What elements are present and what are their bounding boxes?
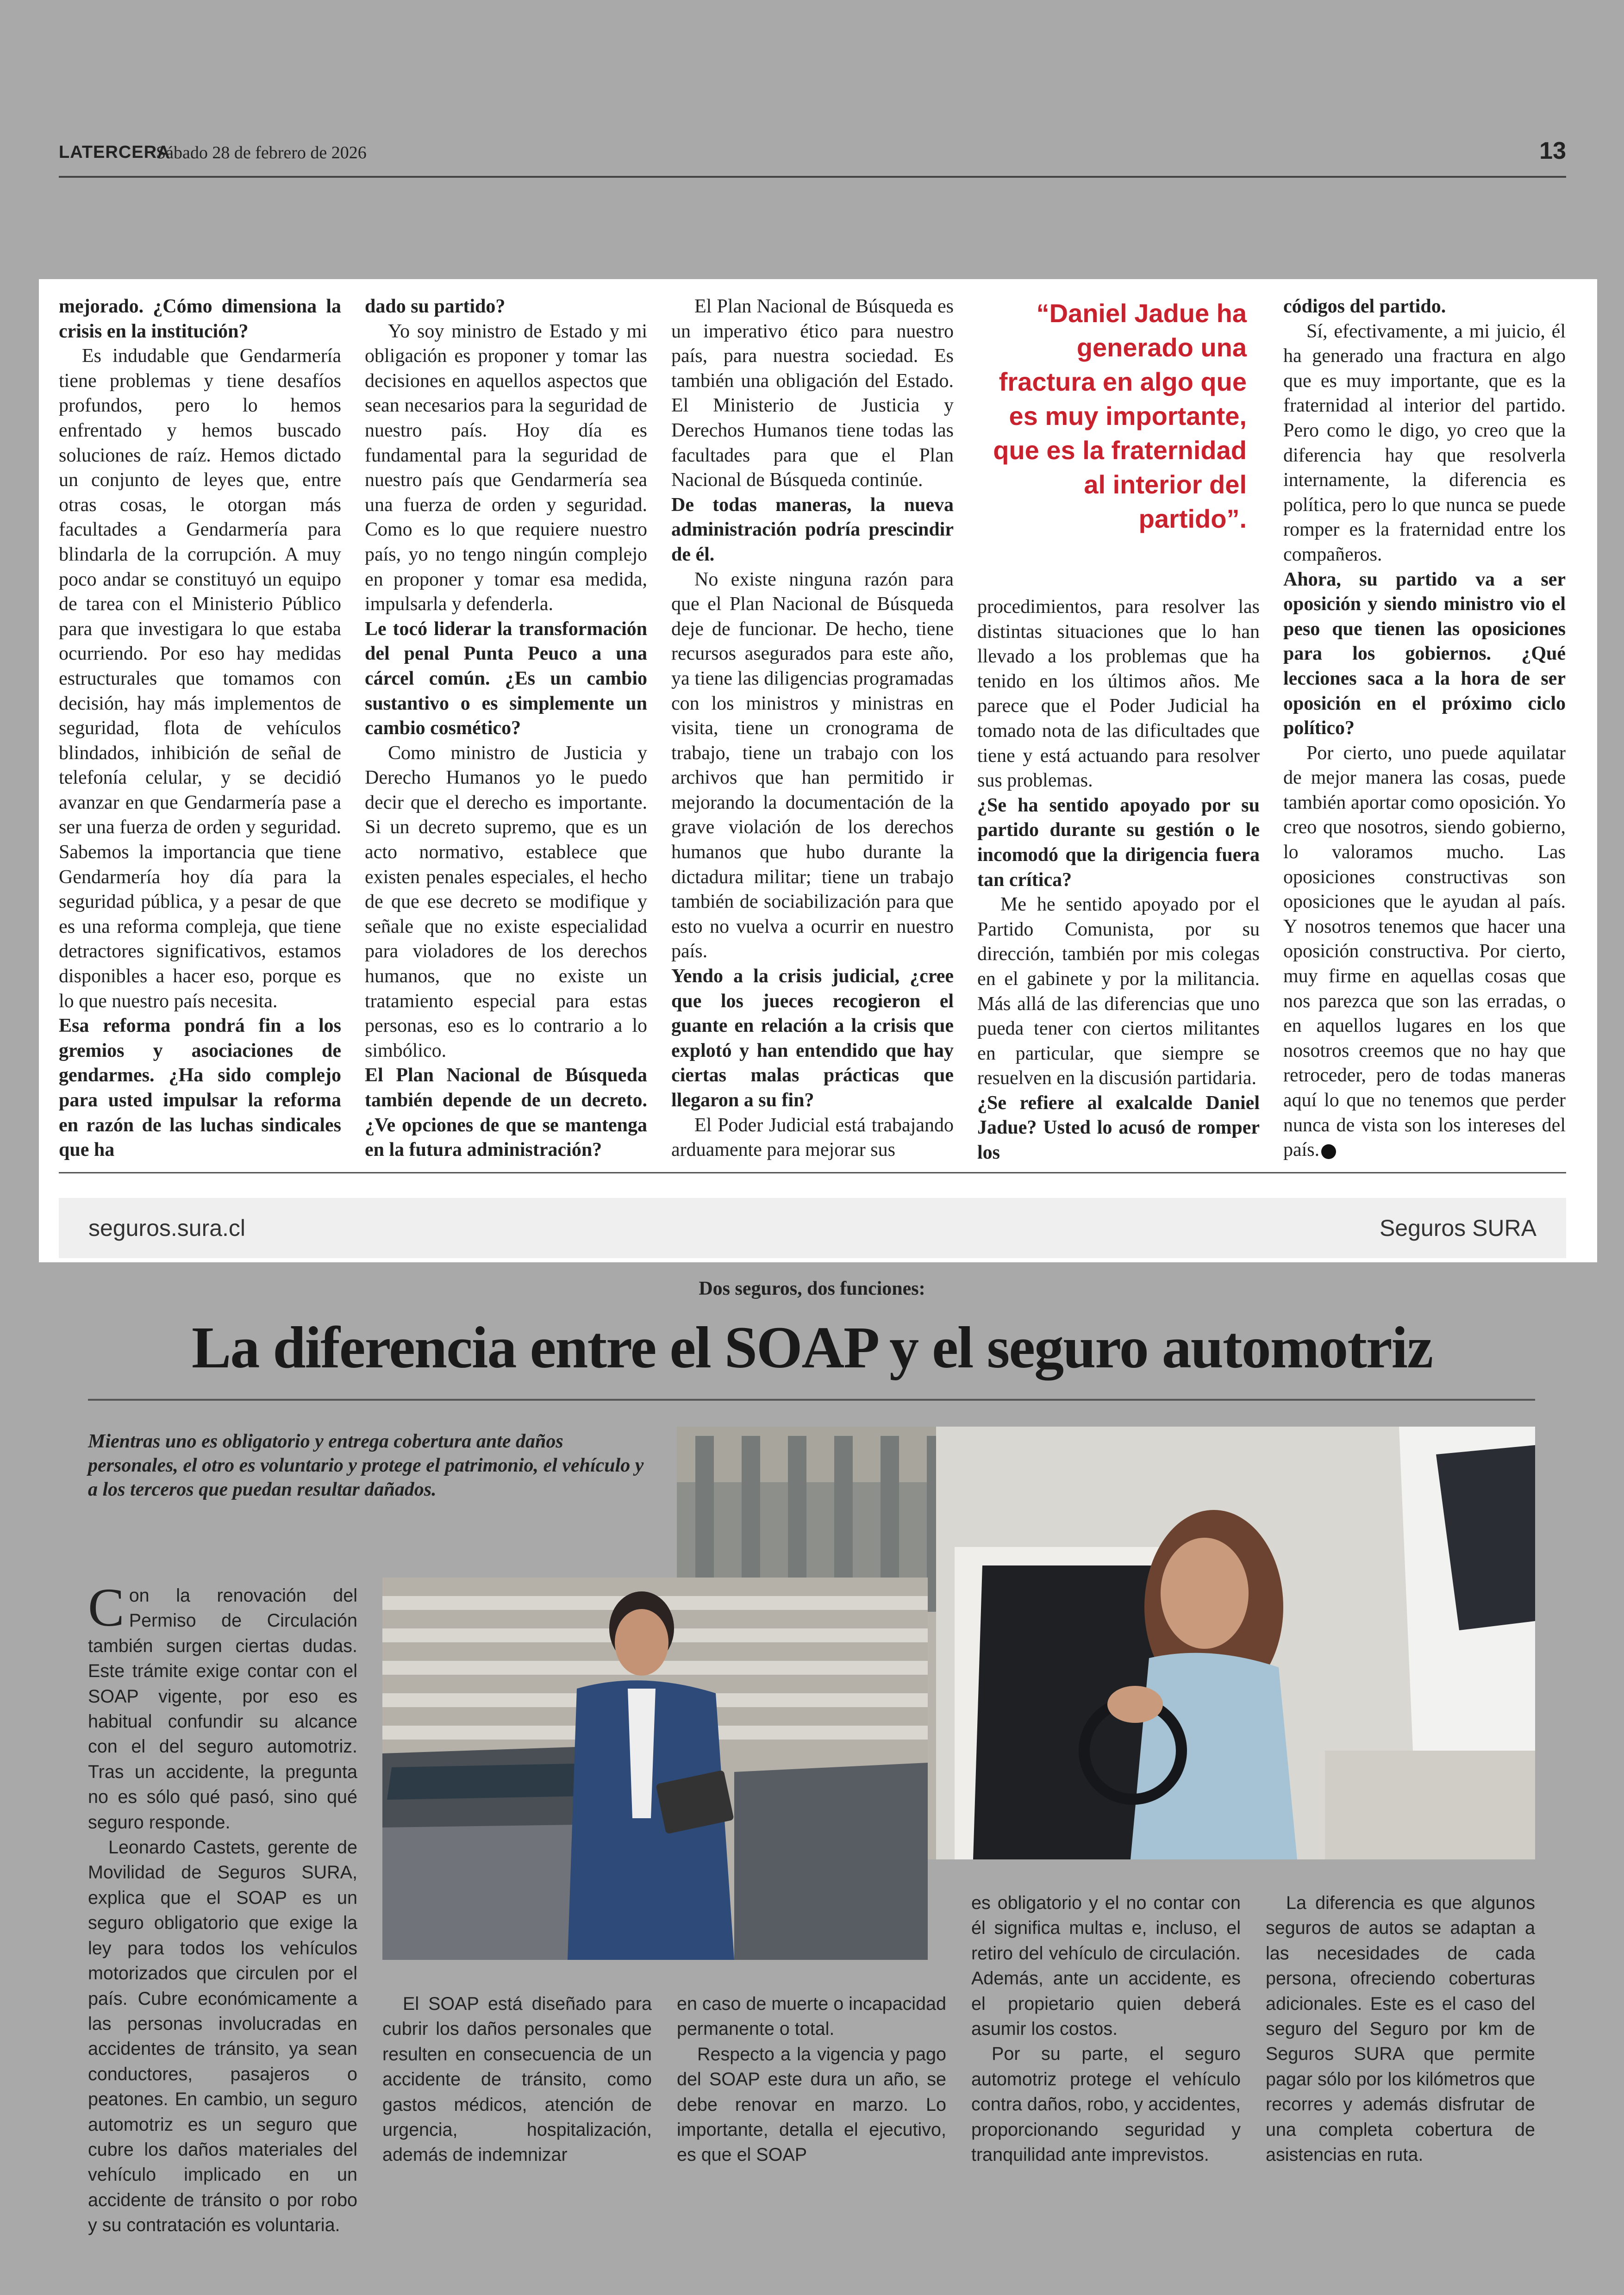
answer: procedimientos, para resolver las distintas situaciones que lo han llevado a los problemas que ha tenido en los últimos años. Me parece que el Poder Judicial ha tomado nota de las dificultades que tiene y está actuando para resolver sus problemas. [977,596,1260,792]
question: Ahora, su partido va a ser oposición y siendo ministro vio el peso que tienen las oposiciones para los gobiernos. ¿Qué lecciones saca a la hora de ser oposición en el próximo ciclo político? [1283,568,1566,739]
question: ¿Se refiere al exalcalde Daniel Jadue? Usted lo acusó de romper los [977,1092,1260,1164]
question: De todas maneras, la nueva administración podría prescindir de él. [671,494,954,565]
question: Yendo a la crisis judicial, ¿cree que los jueces recogieron el guante en relación a la crisis que explotó y han entendido que hay ciertas malas prácticas que llegaron a su fin? [671,966,954,1111]
page-header [59,133,1566,178]
answer-text: Por cierto, uno puede aquilatar de mejor manera las cosas, puede también aportar como oposición. Yo creo que nosotros, siendo gobierno, lo valoramos mucho. Las oposiciones constructivas son oposiciones que le ayudan al país. Y nosotros tenemos que hacer una oposición constructiva. Por cierto, muy firme en aquellas cosas que nos parezca que son las erradas, o en aquellos lugares en los que nosotros creemos que no hay que retroceder, pero de todas maneras aquí lo que no tenemos que perder nunca de vista son los intereses del país. [1283,742,1566,1161]
answer: Yo soy ministro de Estado y mi obligación es proponer y tomar las decisiones en aquellos aspectos que sean necesarios para la seguridad de nuestro país. Hoy día es fundamental para la seguridad de nuestro país que Gendarmería sea una fuerza de orden y seguridad. Como es lo que requiere nuestro país, yo no tengo ningún complejo en proponer y tomar esa medida, impulsarla y defenderla. [365,320,647,615]
drop-cap: C [88,1577,125,1638]
interview-column-4 [977,595,1260,1166]
answer: Es indudable que Gendarmería tiene problemas y tiene desafíos profundos, pero lo hemos enfrentado y hemos buscado soluciones de raíz. Hemos dictado un conjunto de leyes que, entre otras cosas, le otorgan más facultades a Gendarmería para blindarla de la corrupción. A muy poco andar se constituyó un equipo de tarea con el Ministerio Público para que investigara lo que estaba ocurriendo. Por eso hay medidas estructurales que tomamos con decisión, hay más implementos de seguridad, flota de vehículos blindados, inhibición de señal de telefonía celular, y se decidió avanzar en que Gendarmería pase a ser una fuerza de orden y seguridad. Sabemos la importancia que tiene Gendarmería hoy día para la seguridad pública, y a pesar de que es una reforma compleja, que tiene detractores significativos, estamos disponibles a hacer eso, porque es lo que nuestro país necesita. [59,345,341,1012]
article-column-3 [677,1991,946,2168]
advertiser-url[interactable]: seguros.sura.cl [88,1215,246,1241]
paragraph: en caso de muerte o incapacidad permanente o total. [677,1994,946,2039]
interview-column-3 [671,294,954,1163]
question: dado su partido? [365,296,506,317]
advertiser-brand: Seguros SURA [1379,1215,1537,1241]
end-of-article-icon [1321,1144,1336,1159]
answer: Como ministro de Justicia y Derecho Humanos yo le puedo decir que el derecho es importante. Si un decreto supremo, que es un acto normativo, establece que existen penales especiales, el hecho de que ese decreto se modifique y señale que no existe especialidad para violadores de los derechos humanos, que no existe un tratamiento especial para estas personas, eso es lo contrario a lo simbólico. [365,742,647,1061]
interview-column-2 [365,294,647,1163]
question: El Plan Nacional de Búsqueda también depende de un decreto. ¿Ve opciones de que se mantenga en la futura administración? [365,1065,647,1161]
answer: Sí, efectivamente, a mi juicio, él ha generado una fractura en algo que es muy importante, que es la fraternidad al interior del partido. Pero como le digo, yo creo que la diferencia hay que resolverla internamente, la diferencia es política, pero lo que nunca se puede romper es la fraternidad entre los compañeros. [1283,320,1566,565]
article-column-4 [971,1890,1241,2167]
article-column-1 [88,1577,357,2238]
paragraph: Leonardo Castets, gerente de Movilidad de Seguros SURA, explica que el SOAP es un seguro obligatorio que exige la ley para todos los vehículos motorizados que circulen por el país. Cubre económicamente a las personas involucradas en accidentes de tránsito, ya sean conductores, pasajeros o peatones. En cambio, un seguro automotriz es un seguro que cubre los daños materiales del vehículo implicado en un accidente de tránsito o por robo y su contratación es voluntaria. [88,1837,357,2236]
newspaper-brand: LATERCERA [59,143,170,162]
man-with-tablet-photo [382,1578,928,1960]
article-column-5 [1266,1890,1535,2167]
headline-divider [88,1399,1535,1401]
advertiser-bar [59,1198,1566,1258]
paragraph: El SOAP está diseñado para cubrir los daños personales que resulten en consecuencia de un accidente de tránsito, como gastos médicos, atención de urgencia, hospitalización, además de indemnizar [382,1994,652,2165]
answer: El Plan Nacional de Búsqueda es un imperativo ético para nuestro país, para nuestra sociedad. Es también una obligación del Estado. El Ministerio de Justicia y Derechos Humanos tiene todas las facultades para que el Plan Nacional de Búsqueda continúe. [671,296,954,491]
paragraph: La diferencia es que algunos seguros de autos se adaptan a las necesidades de cada persona, ofreciendo coberturas adicionales. Este es el caso del seguro del Seguro por km de Seguros SURA que permite pagar sólo por los kilómetros que recorres y además disfrutar de una completa cobertura de asistencias en ruta. [1266,1893,1535,2165]
paragraph: Respecto a la vigencia y pago del SOAP este dura un año, se debe renovar en marzo. Lo importante, detalla el ejecutivo, es que el SOAP [677,2044,946,2165]
question: mejorado. ¿Cómo dimensiona la crisis en la institución? [59,296,341,342]
question: ¿Se ha sentido apoyado por su partido durante su gestión o le incomodó que la dirigencia fuera tan crítica? [977,794,1260,891]
answer: No existe ninguna razón para que el Plan Nacional de Búsqueda deje de funcionar. De hecho, tiene recursos asegurados para este año, ya tiene las diligencias programadas con los ministros y ministras en visita, tiene un cronograma de trabajo, tiene un trabajo con los archivos que han permitido ir mejorando la documentación de la grave violación de los derechos humanos que hubo durante la dictadura militar; tiene un trabajo también de sociabilización para que esto no vuelva a ocurrir en nuestro país. [671,568,954,962]
article-column-2 [382,1991,652,2168]
article-kicker: Dos seguros, dos funciones: [699,1278,925,1299]
paragraph-text: on la renovación del Permiso de Circulación también surgen ciertas dudas. Este trámite exige contar con el SOAP vigente, por eso es habitual confundir su alcance con el del seguro automotriz. Tras un accidente, la pregunta no es sólo qué pasó, sino qué seguro responde. [88,1585,357,1833]
pull-quote: “Daniel Jadue ha generado una fractura en algo que es muy importante, que es la fraternidad al interior del partido”. [993,299,1247,533]
interview-column-5 [1283,294,1566,1163]
page-number: 13 [1539,137,1566,164]
answer [1283,741,1566,1163]
question: Esa reforma pondrá fin a los gremios y asociaciones de gendarmes. ¿Ha sido complejo para usted impulsar la reforma en razón de las luchas sindicales que ha [59,1015,341,1161]
question: códigos del partido. [1283,296,1446,317]
section-divider [59,1172,1566,1173]
article-headline: La diferencia entre el SOAP y el seguro automotriz [192,1315,1432,1380]
question: Le tocó liderar la transformación del penal Punta Peuco a una cárcel común. ¿Es un cambio sustantivo o es simplemente un cambio cosmético? [365,618,647,739]
answer: El Poder Judicial está trabajando arduamente para mejorar sus [671,1114,954,1161]
answer: Me he sentido apoyado por el Partido Comunista, por su dirección, también por mis colegas en el gabinete y por la militancia. Más allá de las diferencias que uno pueda tener con ciertos militantes en particular, que siempre se resuelven en la discusión partidaria. [977,894,1260,1089]
paragraph [88,1577,357,1835]
paragraph: Por su parte, el seguro automotriz protege el vehículo contra daños, robo, y accidentes, proporcionando seguridad y tranquilidad ante imprevistos. [971,2044,1241,2165]
article-lede: Mientras uno es obligatorio y entrega cobertura ante daños personales, el otro es voluntario y protege el patrimonio, el vehículo y a los terceros que puedan resultar dañados. [88,1431,644,1500]
issue-date: Sábado 28 de febrero de 2026 [156,143,367,162]
paragraph: es obligatorio y el no contar con él significa multas e, incluso, el retiro del vehículo de circulación. Además, ante un accidente, es el propietario quien deberá asumir los costos. [971,1893,1241,2039]
interview-column-1 [59,294,341,1163]
